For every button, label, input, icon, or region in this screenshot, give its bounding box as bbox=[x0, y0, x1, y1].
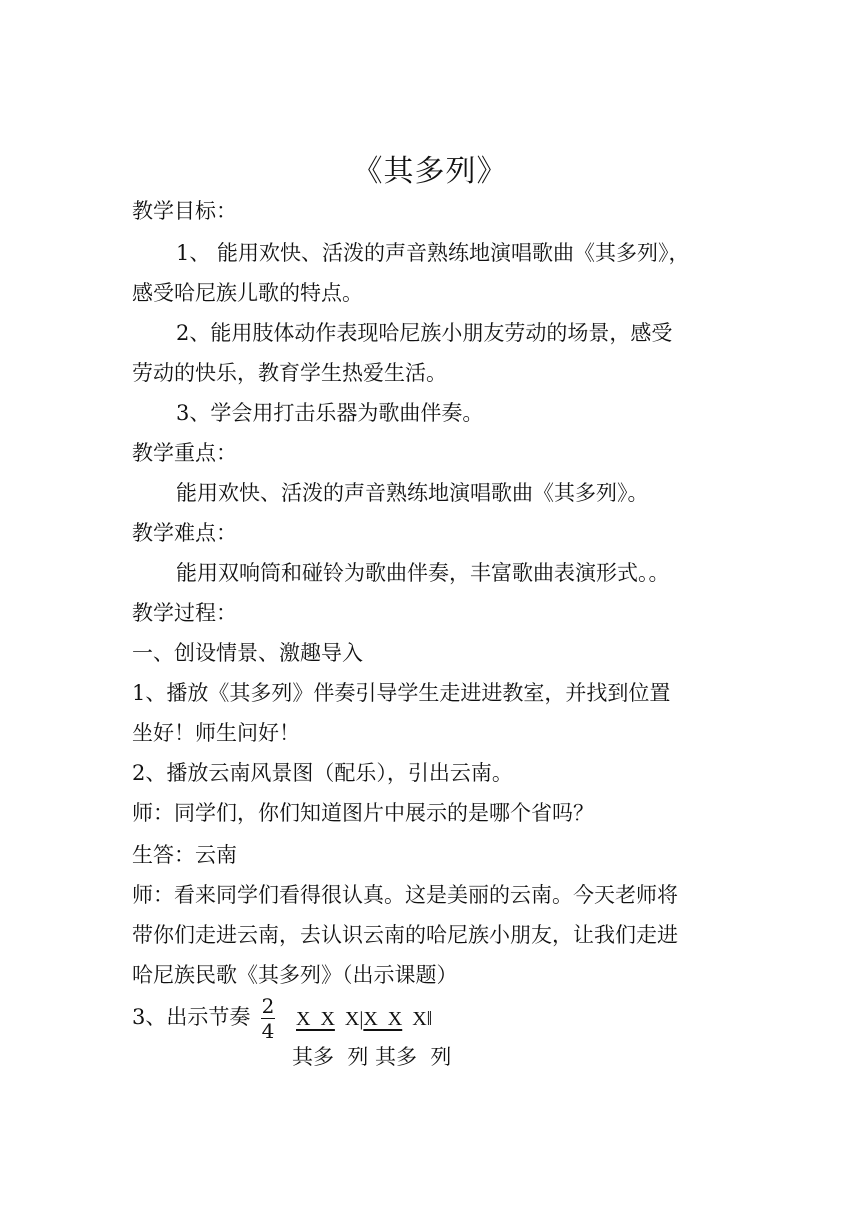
time-signature-top: 2 bbox=[261, 994, 275, 1018]
rhythm-end: X‖ bbox=[402, 1008, 433, 1030]
section-1-heading: 一、创设情景、激趣导入 bbox=[132, 641, 363, 665]
key-points-heading: 教学重点： bbox=[132, 441, 237, 465]
goal-1-line-2: 感受哈尼族儿歌的特点。 bbox=[132, 281, 363, 305]
time-signature-bottom: 4 bbox=[261, 1019, 275, 1043]
rhythm-notation bbox=[296, 1005, 432, 1033]
step-1-line-1: 1、播放《其多列》伴奏引导学生走进进教室，并找到位置 bbox=[132, 681, 671, 705]
page-title: 《其多列》 bbox=[352, 154, 508, 189]
rhythm-group-2: X X bbox=[363, 1008, 403, 1030]
rhythm-mid: X| bbox=[334, 1008, 364, 1030]
goal-1-line-1: 1、 能用欢快、活泼的声音熟练地演唱歌曲《其多列》， bbox=[176, 241, 690, 265]
step-1-line-2: 坐好！师生问好！ bbox=[132, 721, 300, 745]
student-answer: 生答：云南 bbox=[132, 843, 237, 867]
process-heading: 教学过程： bbox=[132, 601, 237, 625]
teacher-line-2: 带你们走进云南，去认识云南的哈尼族小朋友，让我们走进 bbox=[132, 923, 678, 947]
goal-2-line-2: 劳动的快乐，教育学生热爱生活。 bbox=[132, 361, 447, 385]
goal-2-line-1: 2、能用肢体动作表现哈尼族小朋友劳动的场景，感受 bbox=[176, 321, 673, 345]
goals-heading: 教学目标： bbox=[132, 199, 237, 223]
goal-3: 3、学会用打击乐器为歌曲伴奏。 bbox=[176, 401, 484, 425]
teacher-line-3: 哈尼族民歌《其多列》（出示课题） bbox=[132, 963, 458, 987]
time-signature bbox=[260, 994, 276, 1043]
rhythm-group-1: X X bbox=[296, 1008, 335, 1030]
difficulties-text: 能用双响筒和碰铃为歌曲伴奏，丰富歌曲表演形式。。 bbox=[176, 561, 670, 585]
step-3-label: 3、出示节奏 bbox=[132, 1005, 251, 1029]
teacher-question: 师：同学们，你们知道图片中展示的是哪个省吗？ bbox=[132, 801, 594, 825]
rhythm-lyrics: 其多 列 其多 列 bbox=[292, 1045, 452, 1069]
teacher-line-1: 师：看来同学们看得很认真。这是美丽的云南。今天老师将 bbox=[132, 883, 678, 907]
step-2: 2、播放云南风景图（配乐），引出云南。 bbox=[132, 761, 513, 785]
difficulties-heading: 教学难点： bbox=[132, 521, 237, 545]
key-points-text: 能用欢快、活泼的声音熟练地演唱歌曲《其多列》。 bbox=[176, 481, 649, 505]
